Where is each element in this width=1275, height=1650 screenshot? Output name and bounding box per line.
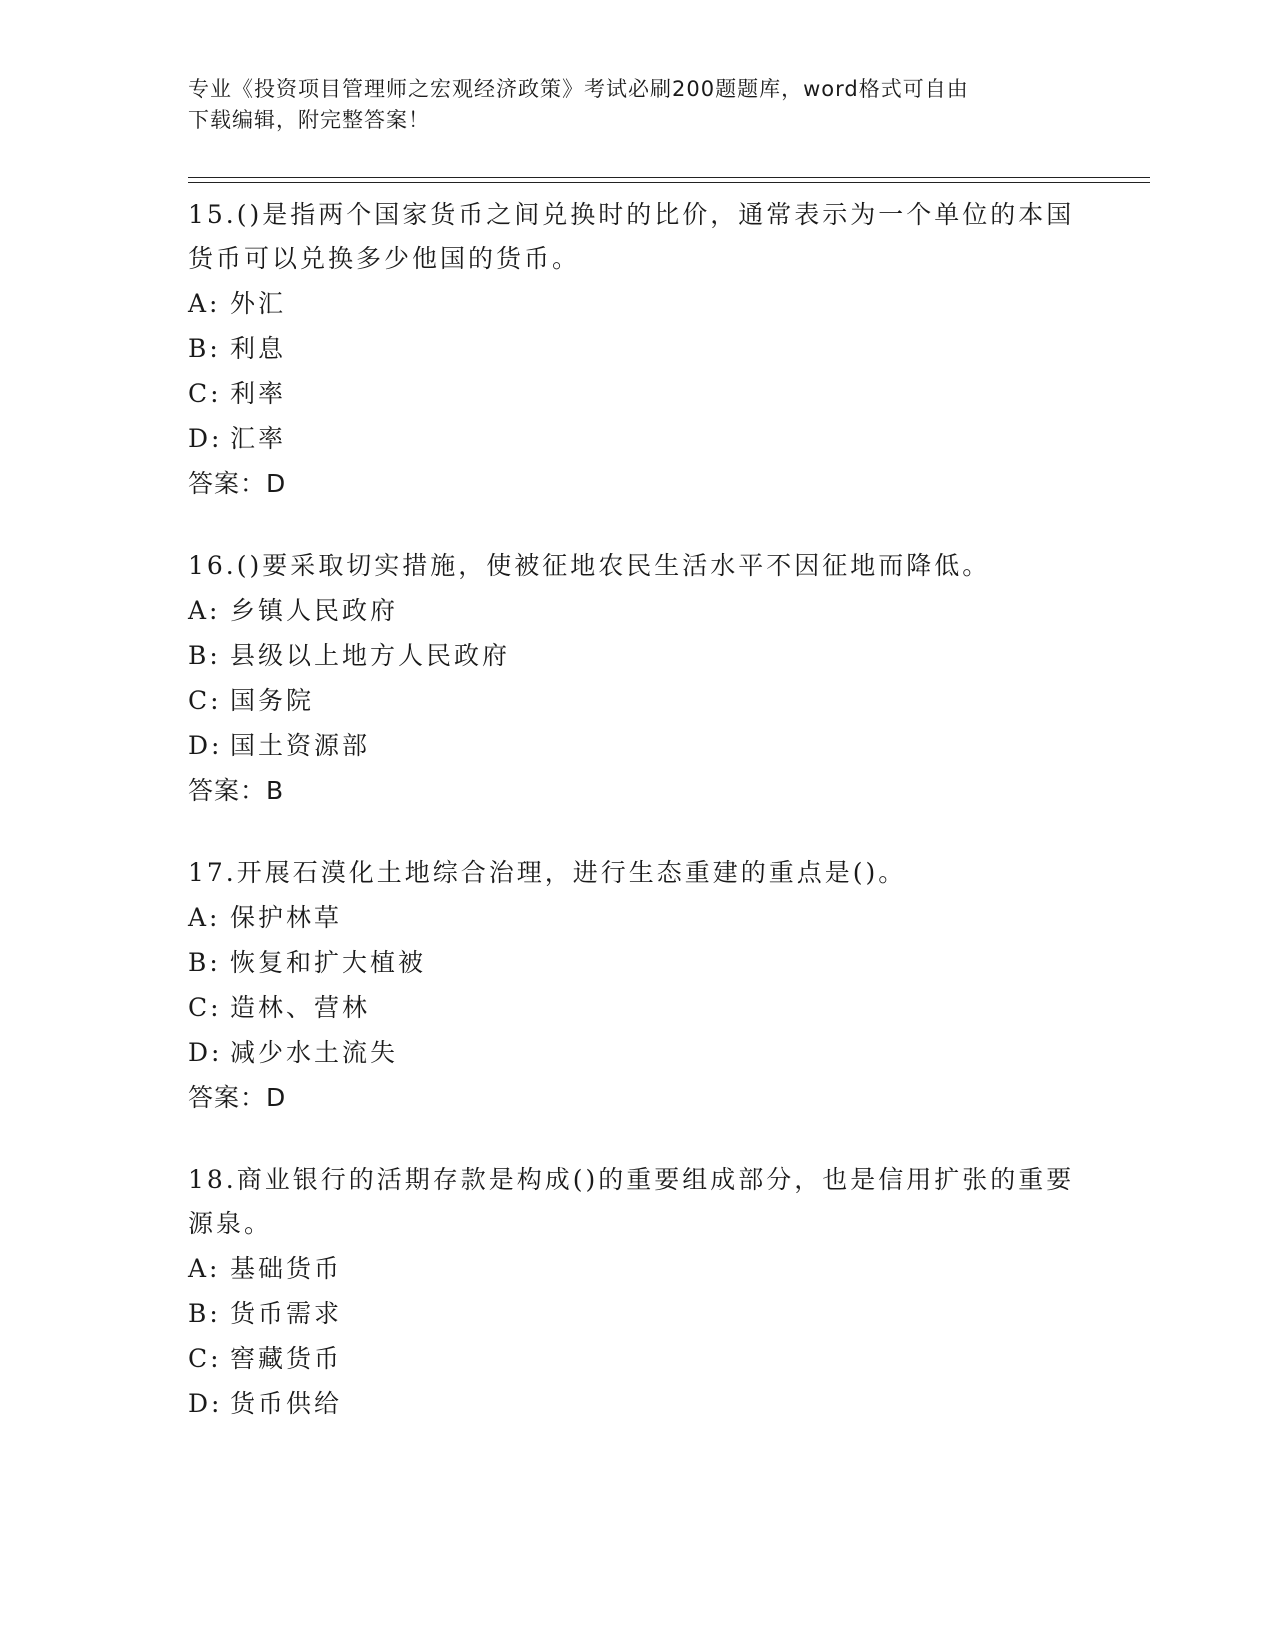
option-a <box>188 281 1088 326</box>
option-b <box>188 633 1088 678</box>
option-a <box>188 895 1088 940</box>
option-b <box>188 940 1088 985</box>
option-letter: B: <box>188 334 221 363</box>
option-text: 基础货币 <box>230 1254 343 1283</box>
answer-label: 答案：D <box>188 469 287 498</box>
option-c <box>188 985 1088 1030</box>
option-letter: C: <box>188 686 222 715</box>
option-letter: B: <box>188 641 221 670</box>
option-c <box>188 678 1088 723</box>
option-letter: B: <box>188 948 221 977</box>
option-letter: C: <box>188 993 222 1022</box>
option-a <box>188 588 1088 633</box>
option-text: 造林、营林 <box>230 993 371 1022</box>
option-letter: D: <box>188 1389 223 1418</box>
question-17 <box>188 851 1088 1120</box>
option-text: 国务院 <box>230 686 315 715</box>
question-stem: 17.开展石漠化土地综合治理，进行生态重建的重点是()。 <box>188 858 907 887</box>
option-text: 外汇 <box>230 289 287 318</box>
option-b <box>188 326 1088 371</box>
option-text: 利率 <box>230 379 287 408</box>
answer-label: 答案：B <box>188 776 285 805</box>
option-d <box>188 1030 1088 1075</box>
option-letter: B: <box>188 1299 221 1328</box>
header-line-1: 专业《投资项目管理师之宏观经济政策》考试必刷200题题库，word格式可自由 <box>188 77 969 101</box>
option-letter: A: <box>188 1254 221 1283</box>
option-text: 利息 <box>230 334 287 363</box>
option-letter: D: <box>188 424 223 453</box>
option-letter: A: <box>188 596 221 625</box>
question-16 <box>188 544 1088 813</box>
option-letter: C: <box>188 1344 222 1373</box>
option-text: 货币需求 <box>230 1299 343 1328</box>
option-text: 减少水土流失 <box>230 1038 399 1067</box>
question-stem: 18.商业银行的活期存款是构成()的重要组成部分，也是信用扩张的重要源泉。 <box>188 1165 1075 1238</box>
option-letter: D: <box>188 1038 223 1067</box>
option-a <box>188 1246 1088 1291</box>
option-letter: D: <box>188 731 223 760</box>
question-15 <box>188 193 1088 506</box>
option-text: 保护林草 <box>230 903 343 932</box>
answer-label: 答案：D <box>188 1083 287 1112</box>
document-header <box>188 74 1068 136</box>
option-d <box>188 723 1088 768</box>
question-list <box>188 193 1088 1464</box>
header-divider-top <box>188 177 1150 178</box>
option-letter: C: <box>188 379 222 408</box>
header-line-2: 下载编辑，附完整答案！ <box>188 108 430 132</box>
option-c <box>188 1336 1088 1381</box>
option-c <box>188 371 1088 416</box>
question-stem: 15.()是指两个国家货币之间兑换时的比价，通常表示为一个单位的本国货币可以兑换多少他国的货币。 <box>188 200 1075 273</box>
option-letter: A: <box>188 903 221 932</box>
option-text: 县级以上地方人民政府 <box>230 641 511 670</box>
option-text: 汇率 <box>230 424 287 453</box>
option-text: 国土资源部 <box>230 731 371 760</box>
option-text: 乡镇人民政府 <box>230 596 399 625</box>
question-stem: 16.()要采取切实措施，使被征地农民生活水平不因征地而降低。 <box>188 551 991 580</box>
option-text: 窖藏货币 <box>230 1344 343 1373</box>
header-divider-bottom <box>188 182 1150 183</box>
question-18 <box>188 1158 1088 1426</box>
option-text: 恢复和扩大植被 <box>230 948 427 977</box>
option-d <box>188 416 1088 461</box>
option-b <box>188 1291 1088 1336</box>
option-d <box>188 1381 1088 1426</box>
option-text: 货币供给 <box>230 1389 343 1418</box>
option-letter: A: <box>188 289 221 318</box>
